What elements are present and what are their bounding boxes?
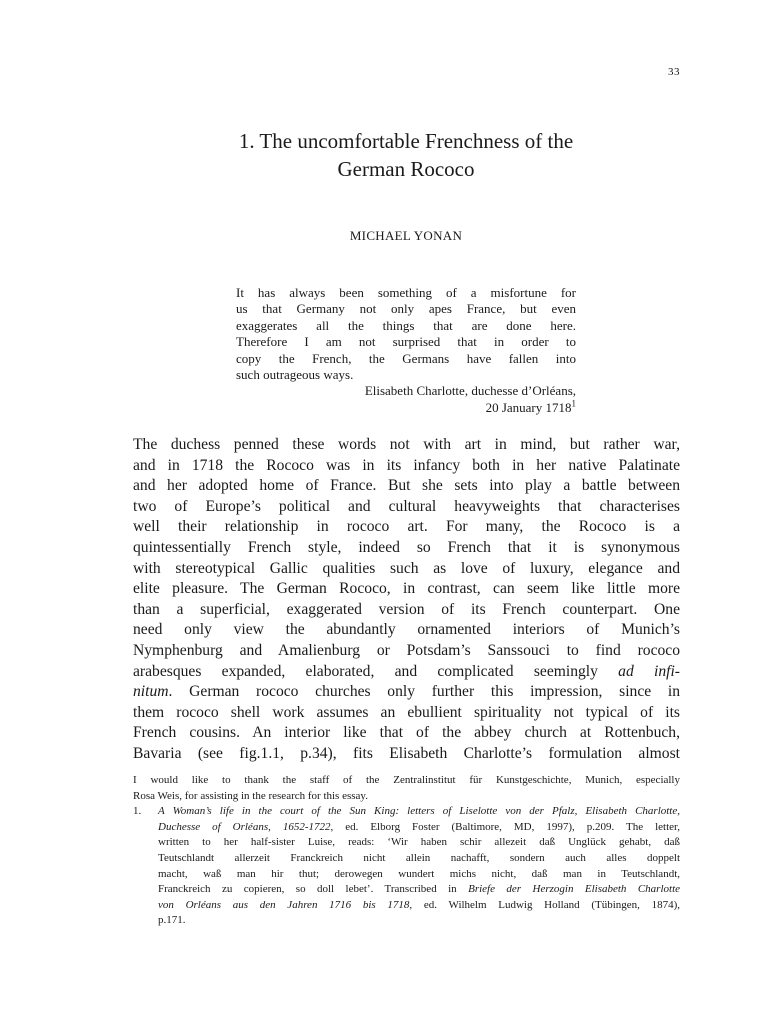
chapter-title-line-1: 1. The uncomfortable Frenchness of the: [238, 129, 574, 153]
body-line: with stereotypical Gallic qualities such as love of luxury, elegance and: [133, 559, 680, 577]
footnote-text-run: , ed. Wilhelm Ludwig Holland (Tübingen, 1874),: [409, 898, 681, 911]
footnote-text-run: Franckreich zu copieren, so doll lebet’. Transcribed in: [158, 883, 469, 896]
footnotes: [133, 773, 680, 929]
epigraph-line: such outrageous ways.: [236, 367, 354, 383]
italic-phrase: von Orléans aus den Jahren 1716 bis 1718: [158, 898, 410, 911]
epigraph-line: exaggerates all the things that are done here.: [236, 317, 576, 333]
italic-phrase: A Woman’s life in the court of the Sun King: letters of Liselotte von der Pfalz, Elisabeth Charlotte,: [158, 805, 680, 818]
footnote-line: [158, 882, 680, 898]
italic-phrase: ad infi-: [618, 662, 680, 680]
epigraph-attribution-line-2: [236, 400, 576, 416]
acknowledgement-line: Rosa Weis, for assisting in the research for this essay.: [133, 789, 368, 802]
page-number: 33: [668, 66, 680, 78]
body-line: The duchess penned these words not with art in mind, but rather war,: [133, 436, 680, 453]
footnote-reference[interactable]: 1: [571, 398, 576, 409]
body-line: Bavaria (see fig.1.1, p.34), fits Elisabeth Charlotte’s formulation almost: [133, 744, 680, 762]
footnote-line: [158, 898, 680, 914]
italic-phrase: Duchesse of Orléans, 1652-1722: [158, 820, 331, 833]
body-line: [133, 682, 680, 703]
epigraph-date: 20 January 1718: [485, 399, 572, 415]
body-line: [133, 662, 680, 683]
body-line: than a superficial, exaggerated version of its French counterpart. One: [133, 600, 680, 618]
body-line: Nymphenburg and Amalienburg or Potsdam’s Sanssouci to find rococo: [133, 641, 680, 659]
body-line: and in 1718 the Rococo was in its infancy both in her native Palatinate: [133, 456, 680, 474]
epigraph-line: Therefore I am not surprised that in order to: [236, 334, 576, 350]
footnote-line: Teutschlandt allerzeit Franckreich nicht allein nachafft, sondern auch alles doppelt: [158, 851, 680, 864]
acknowledgement-line: I would like to thank the staff of the Zentralinstitut für Kunstgeschichte, Munich, especially: [133, 774, 680, 786]
footnote-line: written to her half-sister Luise, reads: ‘Wir haben schir allezeit daß Unglück gehabt, daß: [158, 836, 680, 849]
footnote-number: 1.: [133, 805, 142, 818]
body-text-run: arabesques expanded, elaborated, and complicated seemingly: [133, 662, 619, 680]
footnote-line: macht, waß man hir thut; derowegen wundert michs nicht, daß man in Teutschlandt,: [158, 867, 680, 880]
author-name: MICHAEL YONAN: [349, 228, 463, 243]
body-paragraph: [133, 435, 680, 765]
footnote-text-run: , ed. Elborg Foster (Baltimore, MD, 1997), p.209. The letter,: [330, 820, 680, 833]
body-line: and her adopted home of France. But she sets into play a battle between: [133, 477, 680, 495]
body-line: French cousins. An interior like that of the abbey church at Rottenbuch,: [133, 724, 680, 742]
epigraph-line: It has always been something of a misfortune for: [236, 285, 576, 300]
italic-phrase: nitum: [133, 683, 169, 701]
italic-phrase: Briefe der Herzogin Elisabeth Charlotte: [468, 883, 681, 896]
body-text-run: . German rococo churches only further this impression, since in: [168, 683, 680, 701]
chapter-title-line-2: German Rococo: [337, 157, 475, 181]
body-line: elite pleasure. The German Rococo, in contrast, can seem like little more: [133, 580, 680, 598]
footnote-1: [133, 804, 680, 929]
epigraph-line: us that Germany not only apes France, but even: [236, 301, 576, 317]
body-line: them rococo shell work assumes an ebullient spirituality not typical of its: [133, 703, 680, 721]
epigraph: [236, 285, 576, 416]
body-line: well their relationship in rococo art. For many, the Rococo is a: [133, 518, 680, 536]
body-line: need only view the abundantly ornamented interiors of Munich’s: [133, 621, 680, 639]
footnote-line: [158, 820, 680, 836]
body-line: quintessentially French style, indeed so French that it is synonymous: [133, 538, 680, 556]
epigraph-attribution-line-1: Elisabeth Charlotte, duchesse d’Orléans,: [364, 383, 576, 399]
body-line: two of Europe’s political and cultural heavyweights that characterises: [133, 497, 680, 515]
epigraph-line: copy the French, the Germans have fallen into: [236, 350, 576, 366]
footnote-line: p.171.: [158, 914, 186, 927]
footnote-line: [133, 804, 680, 820]
chapter-title: [130, 127, 682, 183]
